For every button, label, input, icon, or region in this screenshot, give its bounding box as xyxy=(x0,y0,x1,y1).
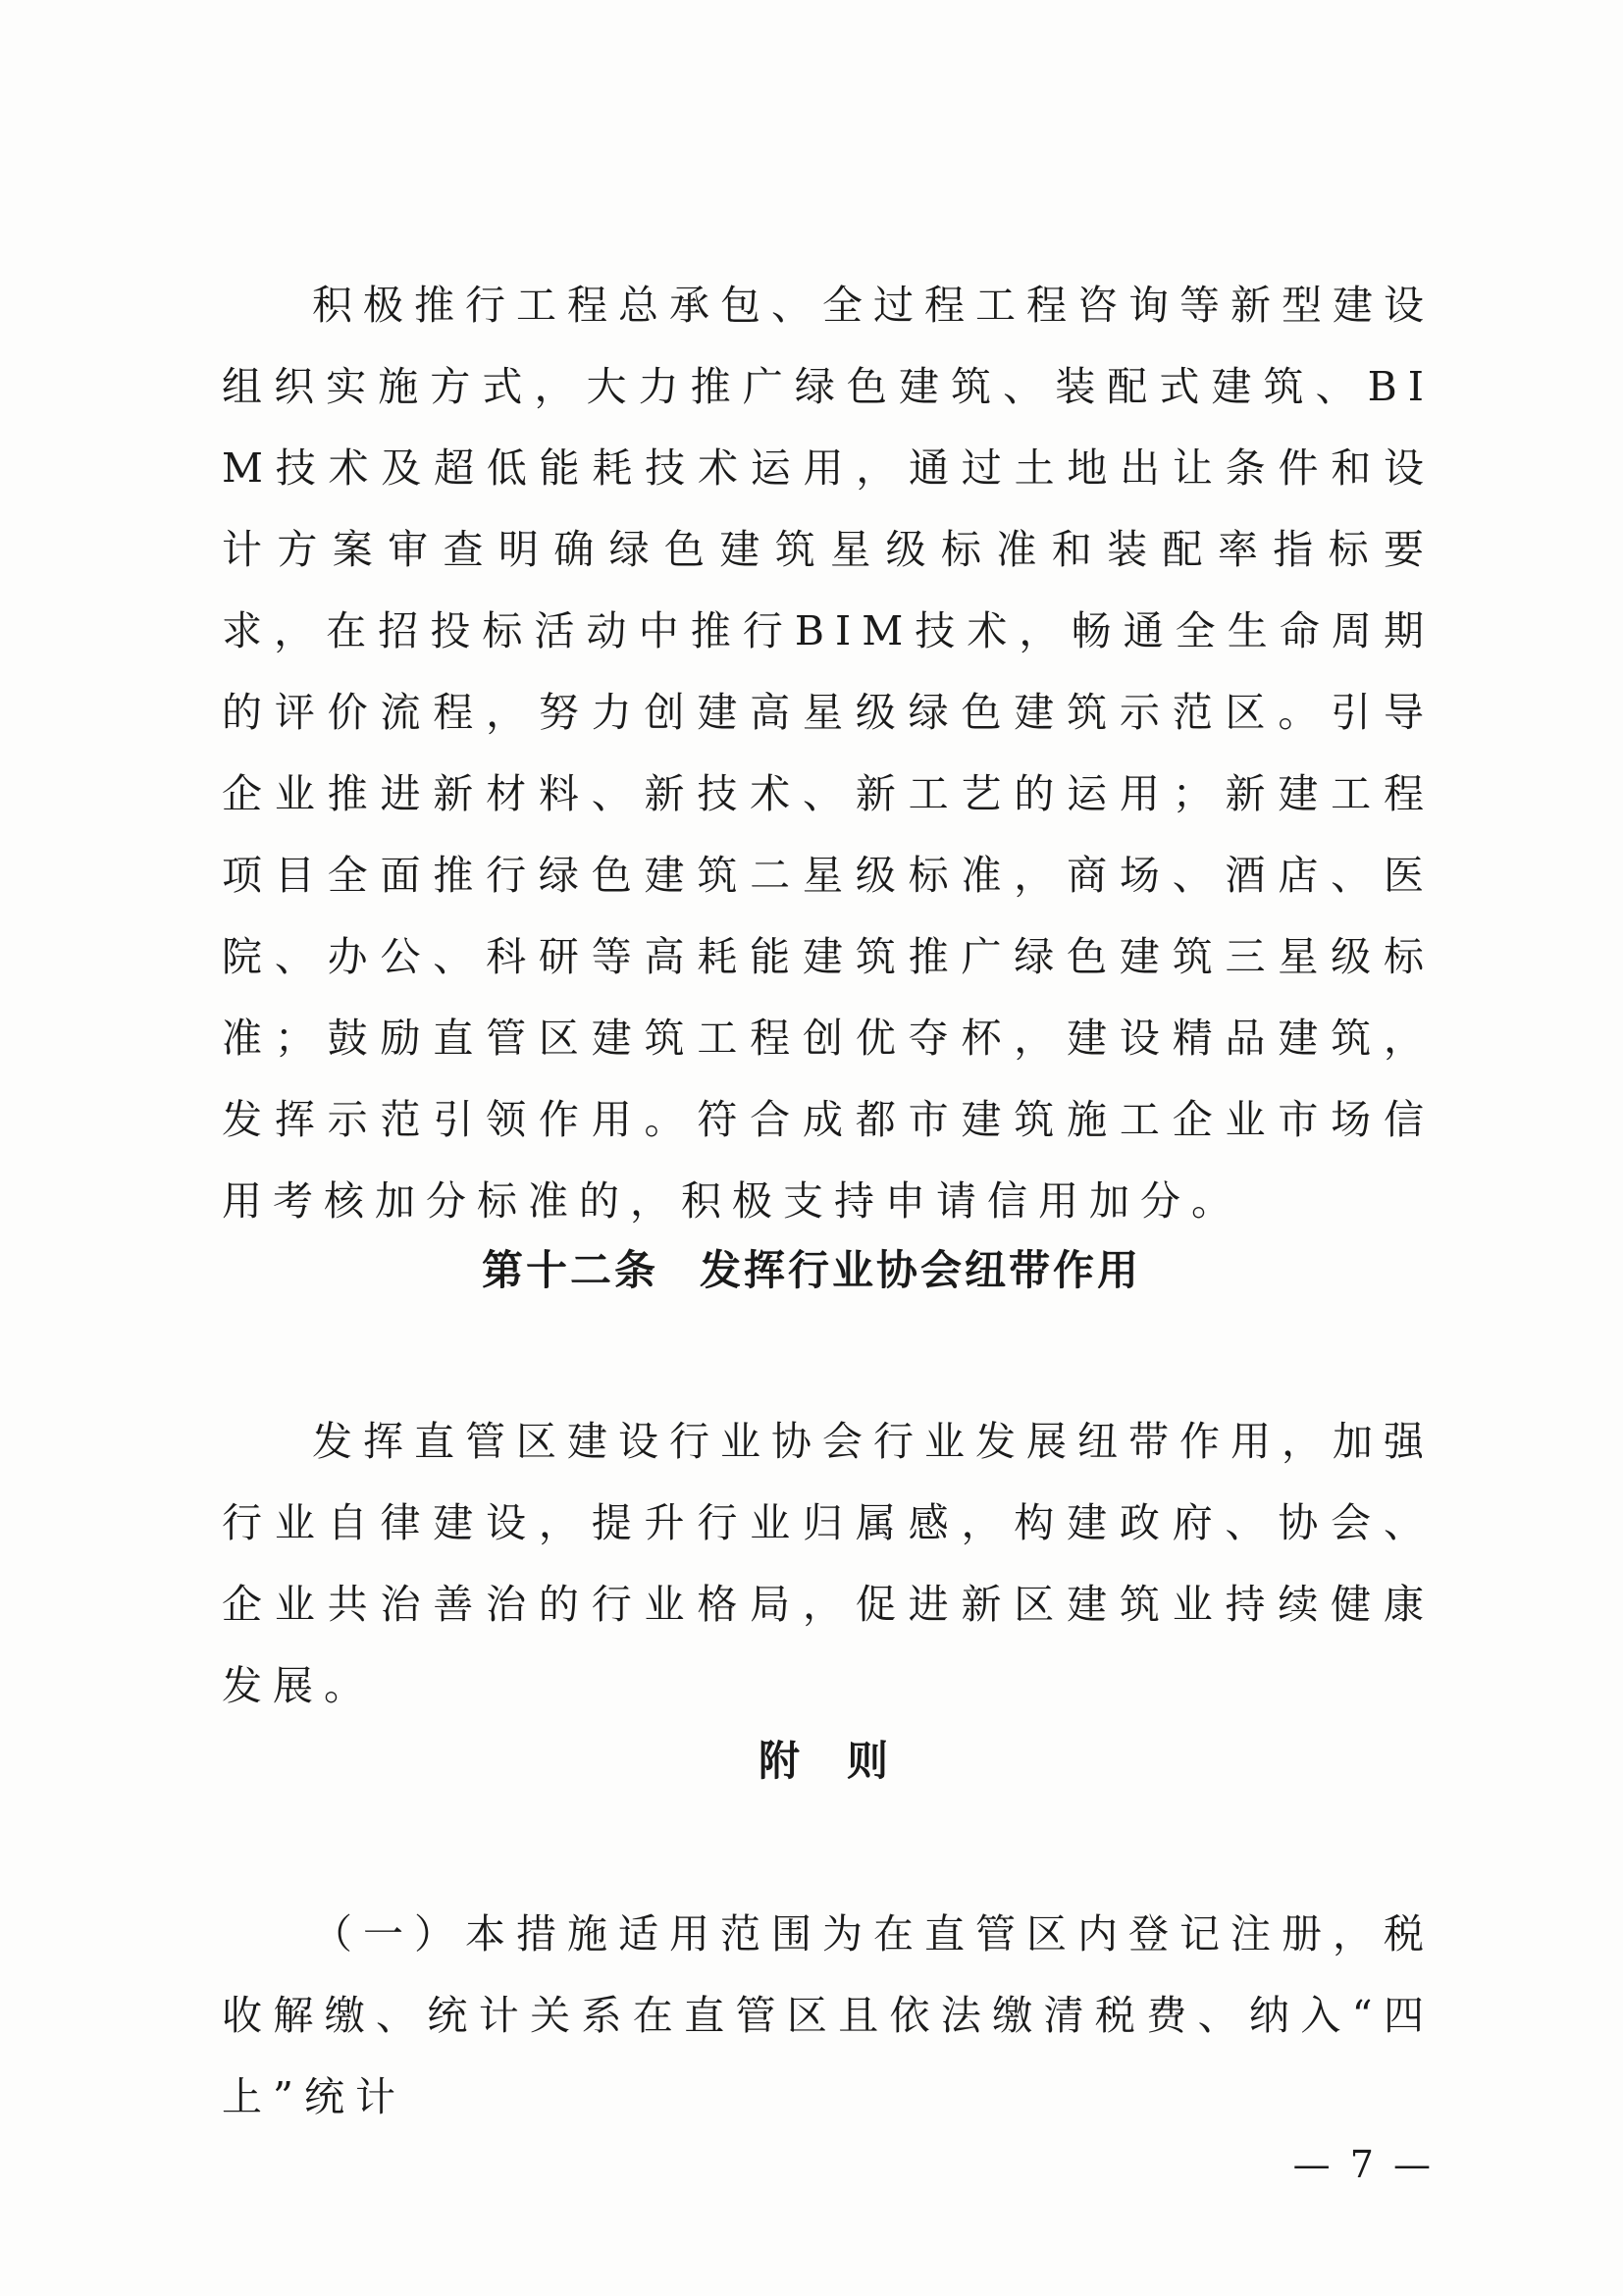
article-number: 第十二条 xyxy=(481,1246,658,1294)
page-number: — 7 — xyxy=(1292,2143,1435,2186)
article-title: 发挥行业协会纽带作用 xyxy=(700,1246,1142,1294)
body-paragraph-green-building: 积极推行工程总承包、全过程工程咨询等新型建设组织实施方式，大力推广绿色建筑、装配式建筑、BIM技术及超低能耗技术运用，通过土地出让条件和设计方案审查明确绿色建筑星级标准和装配率指标要求，在招投标活动中推行BIM技术，畅通全生命周期的评价流程，努力创建高星级绿色建筑示范区。引导企业推进新材料、新技术、新工艺的运用；新建工程项目全面推行绿色建筑二星级标准，商场、酒店、医院、办公、科研等高耗能建筑推广绿色建筑三星级标准；鼓励直管区建筑工程创优夺杯，建设精品建筑，发挥示范引领作用。符合成都市建筑施工企业市场信用考核加分标准的，积极支持申请信用加分。 xyxy=(222,282,1435,1225)
appendix-heading: 附则 xyxy=(758,1737,935,1785)
body-paragraph-industry-association: 发挥直管区建设行业协会行业发展纽带作用，加强行业自律建设，提升行业归属感，构建政府、协会、企业共治善治的行业格局，促进新区建筑业持续健康发展。 xyxy=(222,1418,1435,1709)
body-paragraph-scope: （一）本措施适用范围为在直管区内登记注册，税收解缴、统计关系在直管区且依法缴清税费、纳入“四上”统计 xyxy=(222,1910,1435,2120)
article-heading xyxy=(0,1238,1623,1297)
